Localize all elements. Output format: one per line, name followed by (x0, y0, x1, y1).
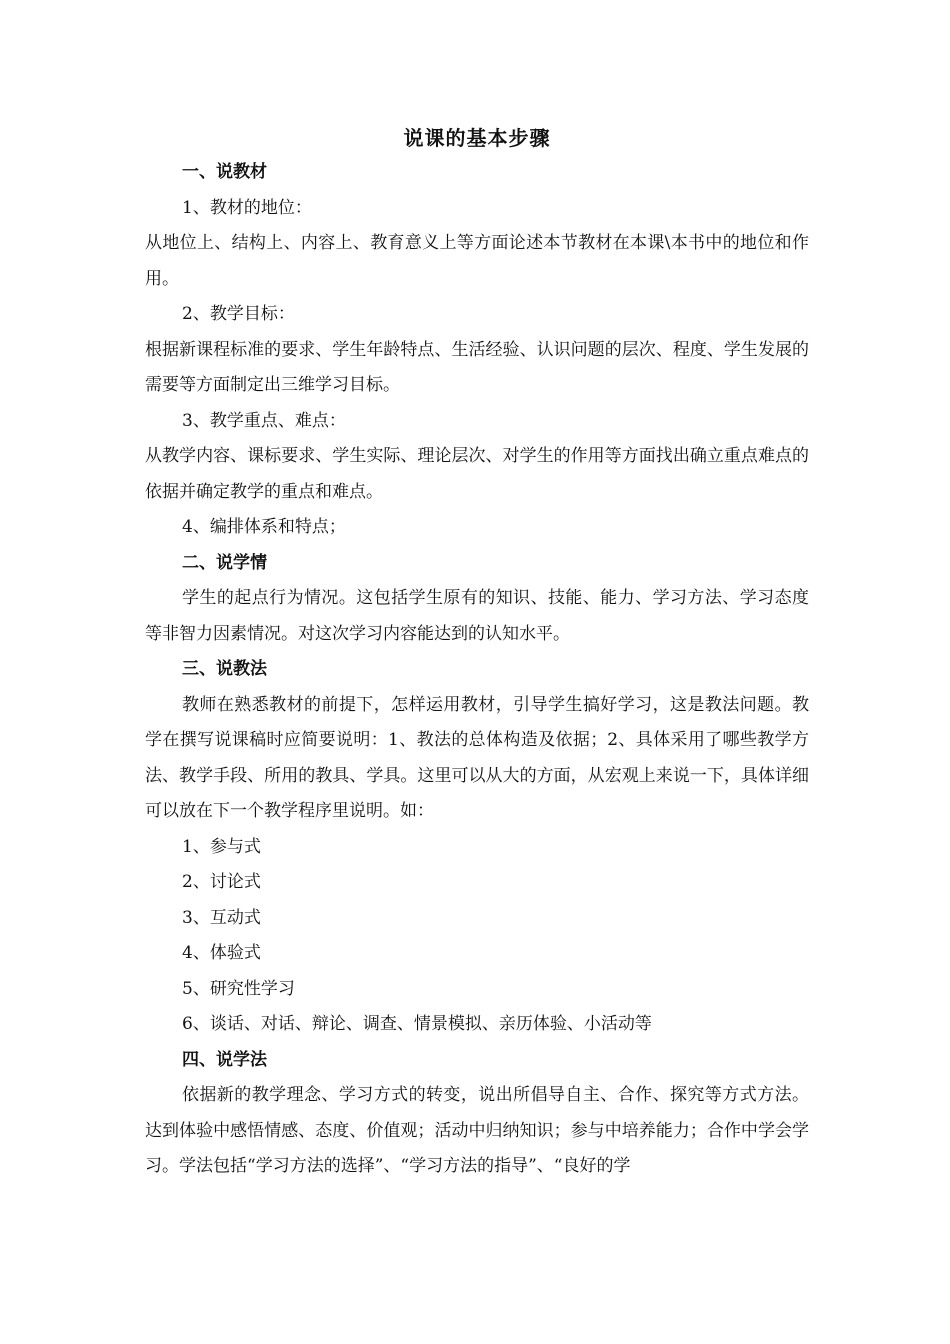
list-item: 5、研究性学习 (182, 978, 295, 999)
list-item: 6、谈话、对话、辩论、调查、情景模拟、亲历体验、小活动等 (182, 1014, 652, 1034)
list-item: 3、互动式 (182, 907, 261, 928)
section-heading-students: 二、说学情 (182, 552, 267, 573)
section-text-students: 学生的起点行为情况。这包括学生原有的知识、技能、能力、学习方法、学习态度等非智力因素情况。对这次学习内容能达到的认知水平。 (145, 588, 809, 644)
item-label-key-points: 3、教学重点、难点： (182, 410, 346, 431)
section-heading-teaching-methods: 三、说教法 (182, 659, 267, 679)
section-heading-learning-methods: 四、说学法 (182, 1049, 267, 1070)
list-item: 2、讨论式 (182, 872, 261, 892)
list-item: 4、体验式 (182, 943, 261, 963)
item-text-key-points: 从教学内容、课标要求、学生实际、理论层次、对学生的作用等方面找出确立重点难点的依据并确定教学的重点和难点。 (145, 446, 809, 502)
section-text-learning-methods: 依据新的教学理念、学习方式的转变，说出所倡导自主、合作、探究等方式方法。达到体验中感悟情感、态度、价值观；活动中归纳知识；参与中培养能力；合作中学会学习。学法包括“学习方法的选择”、“学习方法的指导”、“良好的学 (145, 1085, 809, 1176)
list-item: 1、参与式 (182, 836, 261, 857)
section-heading-textbook: 一、说教材 (182, 162, 267, 182)
item-label-arrangement: 4、编排体系和特点； (182, 517, 346, 537)
item-text-textbook-position: 从地位上、结构上、内容上、教育意义上等方面论述本节教材在本课\本书中的地位和作用。 (145, 233, 809, 289)
item-text-teaching-goals: 根据新课程标准的要求、学生年龄特点、生活经验、认识问题的层次、程度、学生发展的需要等方面制定出三维学习目标。 (145, 339, 809, 395)
item-label-textbook-position: 1、教材的地位： (182, 197, 312, 218)
document-body (145, 121, 809, 1185)
page-title: 说课的基本步骤 (403, 126, 551, 150)
item-label-teaching-goals: 2、教学目标： (182, 304, 295, 324)
section-text-teaching-methods: 教师在熟悉教材的前提下，怎样运用教材，引导学生搞好学习，这是教法问题。教学在撰写说课稿时应简要说明：1、教法的总体构造及依据；2、具体采用了哪些教学方法、教学手段、所用的教具、学具。这里可以从大的方面，从宏观上来说一下，具体详细可以放在下一个教学程序里说明。如： (145, 694, 809, 821)
